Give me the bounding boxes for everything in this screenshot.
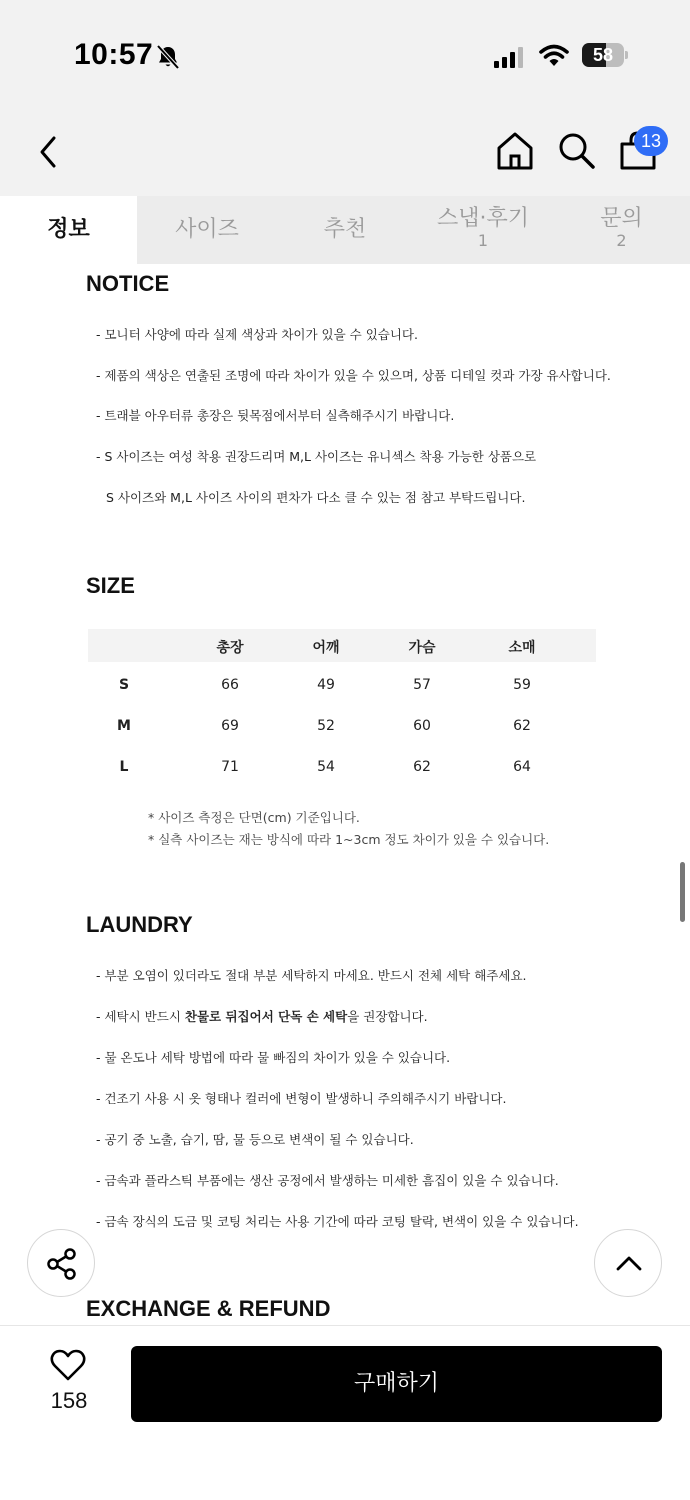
tab-recommend[interactable] xyxy=(277,196,413,264)
table-cell: 49 xyxy=(317,677,335,693)
battery-body xyxy=(582,43,624,67)
size-table xyxy=(88,629,596,785)
laundry-line-prefix: - 세탁시 반드시 xyxy=(96,1009,185,1024)
table-row xyxy=(88,744,596,785)
home-icon[interactable] xyxy=(494,130,536,172)
tab-size[interactable] xyxy=(137,196,277,264)
laundry-line: - 금속과 플라스틱 부품에는 생산 공정에서 발생하는 미세한 흠집이 있을 수 있습니다. xyxy=(96,1173,559,1188)
size-title: SIZE xyxy=(86,573,135,598)
header-cell: 소매 xyxy=(508,640,536,656)
laundry-line: - 금속 장식의 도금 및 코팅 처리는 사용 기간에 따라 코팅 탈락, 변색이 있을 수 있습니다. xyxy=(96,1214,579,1229)
table-cell: 66 xyxy=(221,677,239,693)
scroll-top-button[interactable] xyxy=(594,1229,662,1297)
wifi-icon xyxy=(538,42,570,68)
header-cell: 어깨 xyxy=(312,640,340,656)
size-label: S xyxy=(118,677,130,693)
battery-tip xyxy=(625,51,628,59)
tab-label: 사이즈 xyxy=(175,217,239,242)
table-cell: 69 xyxy=(221,718,239,734)
header-cell: 가슴 xyxy=(408,640,436,656)
battery-indicator xyxy=(582,43,628,67)
like-count: 158 xyxy=(50,1388,88,1413)
table-cell: 62 xyxy=(413,759,431,775)
nav-bar xyxy=(0,110,690,196)
tab-label: 추천 xyxy=(323,217,367,242)
table-cell: 57 xyxy=(413,677,431,693)
tab-info[interactable] xyxy=(0,196,137,264)
table-cell: 64 xyxy=(513,759,531,775)
size-note: * 실측 사이즈는 재는 방식에 따라 1~3cm 정도 차이가 있을 수 있습니다. xyxy=(148,832,550,847)
laundry-line xyxy=(96,1007,428,1025)
share-icon xyxy=(45,1247,79,1281)
tab-label: 정보 xyxy=(47,217,90,242)
chevron-up-icon xyxy=(612,1247,646,1281)
notice-line: - S 사이즈는 여성 착용 권장드리며 M,L 사이즈는 유니섹스 착용 가능한 상품으로 xyxy=(96,449,537,464)
chevron-left-icon[interactable] xyxy=(30,130,70,174)
size-note: * 사이즈 측정은 단면(cm) 기준입니다. xyxy=(148,810,360,825)
laundry-line-suffix: 을 권장합니다. xyxy=(347,1009,428,1024)
size-table-header xyxy=(88,629,596,662)
exchange-title: EXCHANGE & REFUND xyxy=(86,1296,331,1321)
notice-line: - 트래블 아우터류 총장은 뒷목점에서부터 실측해주시기 바랍니다. xyxy=(96,408,455,423)
buy-button[interactable]: 구매하기 xyxy=(131,1346,662,1422)
tab-count: 1 xyxy=(477,231,489,250)
tab-inquiry[interactable] xyxy=(553,196,690,264)
tab-count: 2 xyxy=(616,231,627,250)
cart-count-badge: 13 xyxy=(634,126,668,156)
laundry-line: - 물 온도나 세탁 방법에 따라 물 빠짐의 차이가 있을 수 있습니다. xyxy=(96,1050,451,1065)
laundry-line: - 공기 중 노출, 습기, 땀, 물 등으로 변색이 될 수 있습니다. xyxy=(96,1132,414,1147)
search-icon[interactable] xyxy=(556,130,596,172)
table-cell: 54 xyxy=(317,759,335,775)
bottom-purchase-bar xyxy=(0,1325,690,1500)
heart-icon xyxy=(50,1348,86,1382)
header-cell: 총장 xyxy=(216,640,244,656)
notice-title: NOTICE xyxy=(86,271,170,296)
signal-icon xyxy=(494,46,526,68)
laundry-line-emphasis: 찬물로 뒤집어서 단독 손 세탁 xyxy=(184,1009,348,1024)
tab-label: 스냅·후기 xyxy=(436,206,529,231)
status-bar xyxy=(0,0,690,110)
share-button[interactable] xyxy=(27,1229,95,1297)
battery-percent: 58 xyxy=(592,45,614,65)
notice-line: S 사이즈와 M,L 사이즈 사이의 편차가 다소 클 수 있는 점 참고 부탁드립니다. xyxy=(106,490,526,505)
status-time: 10:57 xyxy=(74,38,154,71)
table-row xyxy=(88,662,596,703)
tab-snap-review[interactable] xyxy=(413,196,553,264)
table-cell: 71 xyxy=(221,759,239,775)
size-label: L xyxy=(119,759,129,775)
notice-line: - 모니터 사양에 따라 실제 색상과 차이가 있을 수 있습니다. xyxy=(96,327,418,342)
laundry-line: - 부분 오염이 있더라도 절대 부분 세탁하지 마세요. 반드시 전체 세탁 해주세요. xyxy=(96,968,527,983)
table-row xyxy=(88,703,596,744)
laundry-line: - 건조기 사용 시 옷 형태나 컬러에 변형이 발생하니 주의해주시기 바랍니다. xyxy=(96,1091,507,1106)
notice-line: - 제품의 색상은 연출된 조명에 따라 차이가 있을 수 있으며, 상품 디테일 컷과 가장 유사합니다. xyxy=(96,368,611,383)
scrollbar-thumb[interactable] xyxy=(680,862,685,922)
bell-off-icon xyxy=(155,44,181,70)
size-label: M xyxy=(117,718,131,734)
table-cell: 59 xyxy=(513,677,531,693)
laundry-title: LAUNDRY xyxy=(86,912,193,937)
table-cell: 62 xyxy=(513,718,531,734)
table-cell: 60 xyxy=(413,718,431,734)
like-button[interactable] xyxy=(40,1348,98,1418)
tab-bar xyxy=(0,196,690,264)
table-cell: 52 xyxy=(317,718,335,734)
tab-label: 문의 xyxy=(600,206,643,231)
